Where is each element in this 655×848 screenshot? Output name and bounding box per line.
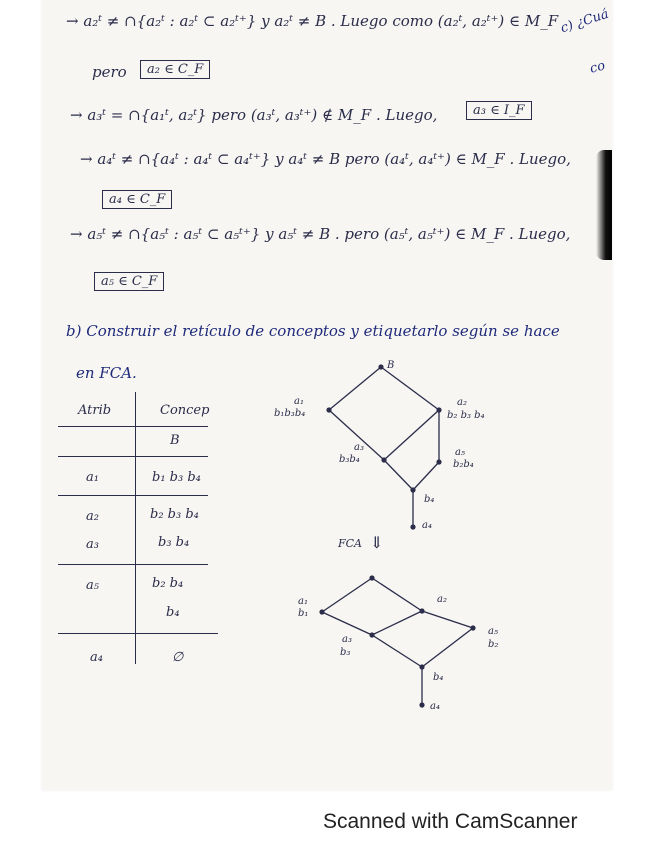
lattice1-a2-extent: b₂ b₃ b₄: [447, 410, 485, 421]
lattice-node: [369, 632, 374, 637]
lattice-node: [419, 664, 424, 669]
table-cell: b₄: [166, 605, 180, 620]
lattice-node: [410, 487, 415, 492]
table-cell: a₂: [86, 509, 99, 524]
lattice-node: [369, 575, 374, 580]
lattice2-a3-extent: b₃: [340, 647, 351, 658]
lattice1-a4-label: a₄: [422, 520, 432, 531]
table-cell: b₂ b₃ b₄: [150, 507, 199, 522]
table-header-concep: Concep: [160, 403, 210, 418]
fca-arrow-icon: ⇓: [370, 533, 384, 552]
table-cell: a₃: [86, 537, 99, 552]
text-line-1: → a₂ᵗ ≠ ∩{a₂ᵗ : a₂ᵗ ⊂ a₂ᵗ⁺} y a₂ᵗ ≠ B . Luego como (a₂ᵗ, a₂ᵗ⁺) ∈ M_F: [66, 12, 559, 30]
lattice-node: [410, 524, 415, 529]
lattice2-a5-extent: b₂: [488, 639, 499, 650]
lattice-node: [436, 459, 441, 464]
lattice-node: [436, 407, 441, 412]
lattice-node: [378, 364, 383, 369]
lattice-node: [419, 608, 424, 613]
lattice-node: [381, 457, 386, 462]
table-cell: ∅: [172, 650, 184, 665]
text-line-1-cont: pero: [92, 63, 127, 81]
text-line-2: → a₃ᵗ = ∩{a₁ᵗ, a₂ᵗ} pero (a₃ᵗ, a₃ᵗ⁺) ∉ M_F . Luego,: [70, 106, 438, 124]
lattice1-a5-label: a₅: [455, 447, 465, 458]
lattice1-a5-extent: b₂b₄: [453, 459, 474, 470]
lattice-node: [326, 407, 331, 412]
table-cell: b₃ b₄: [158, 535, 190, 550]
lattice2-a2-label: a₂: [437, 594, 447, 605]
lattice-1-edges: [329, 367, 439, 527]
lattice1-a2-label: a₂: [457, 397, 467, 408]
side-note: c) ¿Cuá: [558, 6, 611, 37]
scanner-watermark: Scanned with CamScanner: [323, 810, 578, 833]
result-box-2: a₃ ∈ I_F: [466, 101, 532, 120]
lattice-node: [319, 609, 324, 614]
table-header-atrib: Atrib: [78, 403, 112, 418]
result-box-3: a₄ ∈ C_F: [102, 190, 172, 209]
lattice-node: [470, 625, 475, 630]
lattice1-top-label: B: [387, 360, 395, 371]
lattice-node: [419, 702, 424, 707]
table-cell: a₅: [86, 578, 99, 593]
lattice1-a3-label: a₃: [354, 442, 364, 453]
table-cell: b₁ b₃ b₄: [152, 470, 201, 485]
lattice2-a4-label: a₄: [430, 701, 440, 712]
text-line-4: → a₅ᵗ ≠ ∩{a₅ᵗ : a₅ᵗ ⊂ a₅ᵗ⁺} y a₅ᵗ ≠ B . pero (a₅ᵗ, a₅ᵗ⁺) ∈ M_F . Luego,: [70, 225, 571, 243]
question-b-cont: en FCA.: [76, 364, 137, 382]
side-note-2: co: [588, 58, 607, 77]
table-cell: B: [170, 433, 180, 448]
lattice2-a1-extent: b₁: [298, 608, 309, 619]
table-cell: a₁: [86, 470, 99, 485]
lattice2-a3-label: a₃: [342, 634, 352, 645]
result-box-4: a₅ ∈ C_F: [94, 272, 164, 291]
table-cell: a₄: [90, 650, 103, 665]
fca-label: FCA: [338, 537, 362, 550]
text-line-3: → a₄ᵗ ≠ ∩{a₄ᵗ : a₄ᵗ ⊂ a₄ᵗ⁺} y a₄ᵗ ≠ B pero (a₄ᵗ, a₄ᵗ⁺) ∈ M_F . Luego,: [80, 150, 571, 168]
lattice2-a1-label: a₁: [298, 596, 308, 607]
lattice1-b4-label: b₄: [424, 494, 435, 505]
table-cell: b₂ b₄: [152, 576, 184, 591]
result-box-1: a₂ ∈ C_F: [140, 60, 210, 79]
lattice2-b4-label: b₄: [433, 672, 444, 683]
lattice1-a1-label: a₁: [294, 396, 304, 407]
lattice1-a3-extent: b₃b₄: [339, 454, 360, 465]
question-b: b) Construir el retículo de conceptos y etiquetarlo según se hace: [66, 322, 560, 340]
lattice1-a1-extent: b₁b₃b₄: [274, 408, 306, 419]
lattice2-a5-label: a₅: [488, 626, 498, 637]
